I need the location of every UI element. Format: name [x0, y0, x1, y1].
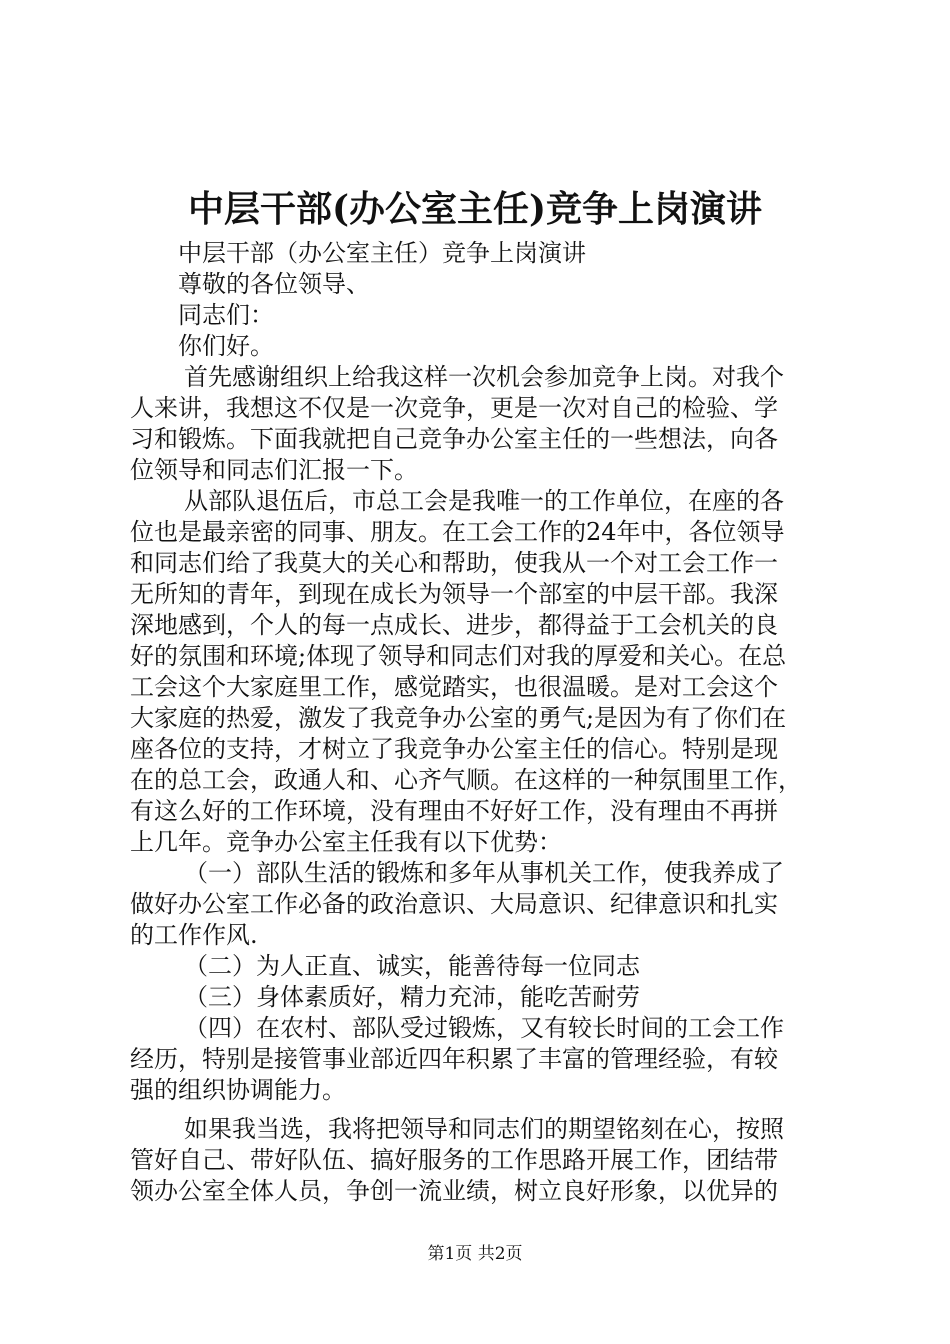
- paragraph-line: 位也是最亲密的同事、朋友。在工会工作的24年中，各位领导: [130, 518, 785, 546]
- paragraph-line: 深地感到，个人的每一点成长、进步，都得益于工会机关的良: [130, 611, 778, 639]
- paragraph-line: 无所知的青年，到现在成长为领导一个部室的中层干部。我深: [130, 580, 778, 608]
- paragraph-gap: [130, 1106, 830, 1114]
- list-item-line: 做好办公室工作必备的政治意识、大局意识、纪律意识和扎实: [130, 890, 778, 918]
- document-body: [130, 238, 830, 1207]
- paragraph-line: 和同志们给了我莫大的关心和帮助，使我从一个对工会工作一: [130, 549, 778, 577]
- paragraph-line: 有这么好的工作环境，没有理由不好好工作，没有理由不再拼: [130, 797, 778, 825]
- list-item-line: （四）在农村、部队受过锻炼，又有较长时间的工会工作: [184, 1014, 784, 1042]
- paragraph-line: 好的氛围和环境;体现了领导和同志们对我的厚爱和关心。在总: [130, 642, 787, 670]
- page-footer: 第1页 共2页: [427, 1244, 523, 1264]
- paragraph-line: 首先感谢组织上给我这样一次机会参加竞争上岗。对我个: [184, 363, 784, 391]
- heading-line: 中层干部（办公室主任）竞争上岗演讲: [178, 239, 586, 267]
- list-item-line: （三）身体素质好，精力充沛，能吃苦耐劳: [184, 983, 640, 1011]
- paragraph-line: 位领导和同志们汇报一下。: [130, 456, 418, 484]
- list-item-line: 强的组织协调能力。: [130, 1076, 346, 1104]
- paragraph-line: 领办公室全体人员，争创一流业绩，树立良好形象，以优异的: [130, 1177, 778, 1205]
- list-item-line: 的工作作风.: [130, 921, 258, 949]
- paragraph-line: 习和锻炼。下面我就把自己竞争办公室主任的一些想法，向各: [130, 425, 778, 453]
- document-title: 中层干部(办公室主任)竞争上岗演讲: [187, 188, 763, 230]
- paragraph-line: 从部队退伍后，市总工会是我唯一的工作单位，在座的各: [184, 487, 784, 515]
- list-item-line: （二）为人正直、诚实，能善待每一位同志: [184, 952, 640, 980]
- list-item-line: 经历，特别是接管事业部近四年积累了丰富的管理经验，有较: [130, 1045, 778, 1073]
- salutation-line: 同志们：: [178, 301, 274, 329]
- paragraph-line: 上几年。竞争办公室主任我有以下优势：: [130, 828, 562, 856]
- paragraph-line: 工会这个大家庭里工作，感觉踏实，也很温暖。是对工会这个: [130, 673, 778, 701]
- paragraph-line: 人来讲，我想这不仅是一次竞争，更是一次对自己的检验、学: [130, 394, 778, 422]
- greeting-line: 你们好。: [178, 332, 274, 360]
- salutation-line: 尊敬的各位领导、: [178, 270, 370, 298]
- paragraph-line: 座各位的支持，才树立了我竞争办公室主任的信心。特别是现: [130, 735, 778, 763]
- paragraph-line: 管好自己、带好队伍、搞好服务的工作思路开展工作，团结带: [130, 1146, 778, 1174]
- paragraph-line: 大家庭的热爱，激发了我竞争办公室的勇气;是因为有了你们在: [130, 704, 787, 732]
- paragraph-line: 如果我当选，我将把领导和同志们的期望铭刻在心，按照: [184, 1115, 784, 1143]
- paragraph-line: 在的总工会，政通人和、心齐气顺。在这样的一种氛围里工作，: [130, 766, 802, 794]
- list-item-line: （一）部队生活的锻炼和多年从事机关工作，使我养成了: [184, 859, 784, 887]
